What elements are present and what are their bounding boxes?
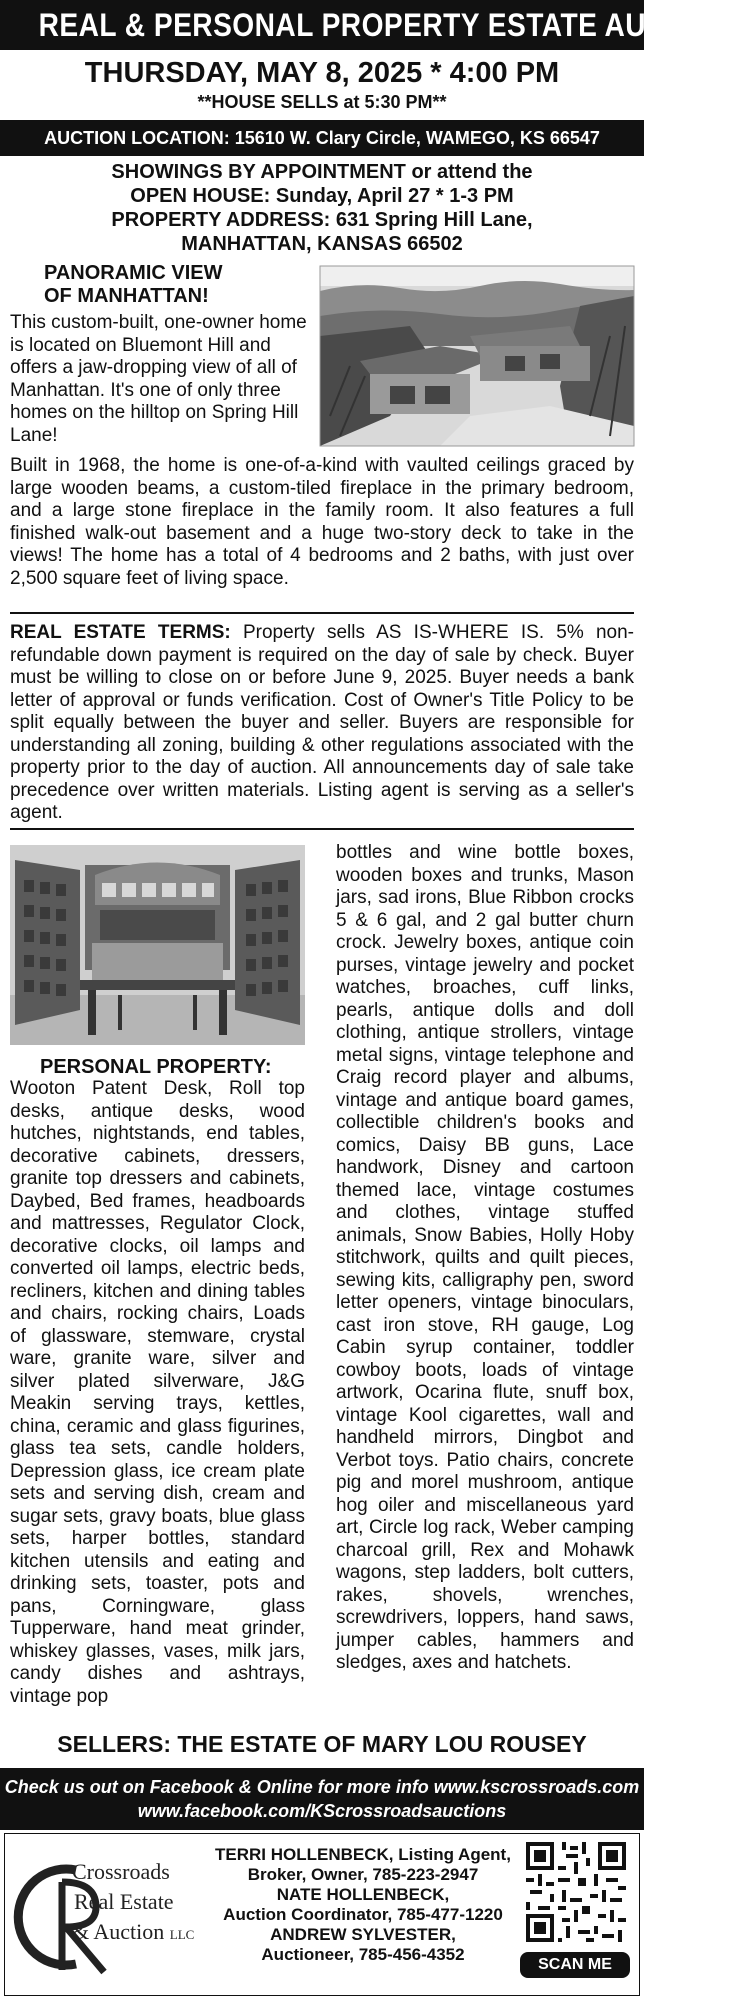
contact-line: Auction Coordinator, 785-477-1220 bbox=[223, 1905, 503, 1924]
house-sells-time: **HOUSE SELLS at 5:30 PM** bbox=[197, 92, 447, 112]
auction-location: AUCTION LOCATION: 15610 W. Clary Circle, WAMEGO, KS 66547 bbox=[44, 128, 600, 148]
logo-auction-text: & Auction bbox=[72, 1919, 165, 1944]
contacts-block bbox=[210, 1845, 516, 1965]
headline-line-1: PANORAMIC VIEW bbox=[44, 262, 223, 284]
title-banner bbox=[0, 0, 736, 50]
contact-line: ANDREW SYLVESTER, bbox=[270, 1925, 456, 1944]
page-title: REAL & PERSONAL PROPERTY ESTATE AUCTION bbox=[38, 7, 736, 43]
contact-line: NATE HOLLENBECK, bbox=[276, 1885, 450, 1904]
house-photo bbox=[320, 266, 634, 446]
home-intro-text: This custom-built, one-owner home is located on Bluemont Hill and offers a jaw-dropping view of all of Manhattan. It's one of only three homes on the hilltop on Spring Hill Lane! bbox=[10, 312, 307, 446]
personal-property-list-right: bottles and wine bottle boxes, wooden boxes and trunks, Mason jars, sad irons, Blue Ribbon crocks 5 & 6 gal, and 2 gal butter churn crock. Jewelry boxes, antique coin purses, vintage jewelry and pocket watches, broaches, cuff links, pearls, antique dolls and doll clothing, antique strollers, vintage metal signs, vintage telephone and Craig record player and albums, vintage and antique board games, collectible children's books and comics, Daisy BB guns, Lace handwork, Disney and cartoon themed lace, vintage costumes and clothes, vintage stuffed animals, Snow Babies, Holly Hoby stitchwork, quilts and quilt pieces, sewing kits, calligraphy pen, sword letter openers, vintage binoculars, cast iron stove, RH gauge, Log Cabin syrup container, toddler cowboy boots, loads of vintage artwork, Ocarina flute, snuff box, vintage Kool cigarettes, wall and handheld mirrors, Dingbot and Verbot toys. Patio chairs, concrete pig and morel mushroom, antique hog oiler and miscellaneous yard art, Circle log rack, Weber camping charcoal grill, Rex and Mohawk wagons, step ladders, bolt cutters, rakes, shovels, wrenches, screwdrivers, loppers, hand saws, jumper cables, hammers and sledges, axes and hatchets. bbox=[336, 842, 634, 1673]
website-line[interactable]: Check us out on Facebook & Online for more info www.kscrossroads.com bbox=[4, 1777, 640, 1797]
home-details-text: Built in 1968, the home is one-of-a-kind with vaulted ceilings graced by large wooden beams, a custom-tiled fireplace in the primary bedroom, and a large stone fireplace in the family room. It also features a full finished walk-out basement and a huge two-story deck to take in the views! The home has a total of 4 bedrooms and 2 baths, with just over 2,500 square feet of living space. bbox=[10, 455, 634, 589]
contact-line: TERRI HOLLENBECK, Listing Agent, bbox=[215, 1845, 511, 1864]
sellers-line: SELLERS: THE ESTATE OF MARY LOU ROUSEY bbox=[57, 1731, 587, 1757]
contact-line: Auctioneer, 785-456-4352 bbox=[261, 1945, 465, 1964]
auction-date-time: THURSDAY, MAY 8, 2025 * 4:00 PM bbox=[84, 57, 560, 89]
property-address-line-1: PROPERTY ADDRESS: 631 Spring Hill Lane, bbox=[111, 209, 533, 231]
crossroads-logo bbox=[14, 1852, 214, 1982]
personal-property-list-left: Wooton Patent Desk, Roll top desks, antique desks, wood hutches, nightstands, end tables, decorative cabinets, dressers, granite top dressers and cabinets, Daybed, Bed frames, headboards and mattresses, Regulator Clock, decorative clocks, oil lamps and converted oil lamps, electric beds, recliners, kitchen and dining tables and chairs, rocking chairs, Loads of glassware, stemware, crystal ware, granite ware, silver and silver plated silverware, J&G Meakin serving trays, kettles, china, ceramic and glass figurines, glass tea sets, candle holders, Depression glass, ice cream plate sets and serving dish, cream and sugar sets, gravy boats, blue glass sets, harper bottles, standard kitchen utensils and eating and drinking sets, toaster, pots and pans, Corningware, glass Tupperware, hand meat grinder, whiskey glasses, vases, milk jars, candy dishes and ashtrays, vintage pop bbox=[10, 1078, 305, 1707]
web-banner bbox=[0, 1768, 644, 1830]
logo-llc-text: LLC bbox=[169, 1927, 195, 1942]
location-banner bbox=[0, 120, 644, 156]
headline-line-2: OF MANHATTAN! bbox=[44, 285, 209, 307]
property-address-line-2: MANHATTAN, KANSAS 66502 bbox=[181, 233, 463, 255]
logo-line-1: Crossroads bbox=[72, 1859, 170, 1884]
logo-line-3 bbox=[72, 1920, 194, 1947]
terms-heading: REAL ESTATE TERMS: bbox=[10, 622, 231, 643]
section-divider bbox=[10, 612, 634, 614]
real-estate-headline bbox=[44, 262, 314, 308]
real-estate-terms bbox=[10, 622, 634, 825]
facebook-link[interactable]: www.facebook.com/KScrossroadsauctions bbox=[137, 1801, 507, 1821]
section-divider bbox=[10, 828, 634, 830]
logo-line-2: Real Estate bbox=[74, 1889, 174, 1914]
contact-line: Broker, Owner, 785-223-2947 bbox=[247, 1865, 479, 1884]
personal-property-heading: PERSONAL PROPERTY: bbox=[40, 1056, 272, 1078]
showings-line-1: SHOWINGS BY APPOINTMENT or attend the bbox=[111, 161, 533, 183]
showings-line-2: OPEN HOUSE: Sunday, April 27 * 1-3 PM bbox=[130, 185, 514, 207]
terms-text: Property sells AS IS-WHERE IS. 5% non-refundable down payment is required on the day of sale by check. Buyer must be willing to close on or before June 9, 2025. Buyer needs a bank letter of approval or funds verification. Cost of Owner's Title Policy to be split equally between the buyer and seller. Buyers are responsible for understanding all zoning, building & other regulations associated with the property prior to the day of auction. All announcements day of sale take precedence over written materials. Listing agent is serving as a seller's agent. bbox=[10, 622, 634, 823]
wooton-desk-photo bbox=[10, 845, 305, 1045]
qr-code-icon[interactable] bbox=[526, 1842, 626, 1942]
showings-block bbox=[0, 160, 644, 256]
scan-me-button[interactable]: SCAN ME bbox=[520, 1952, 630, 1978]
